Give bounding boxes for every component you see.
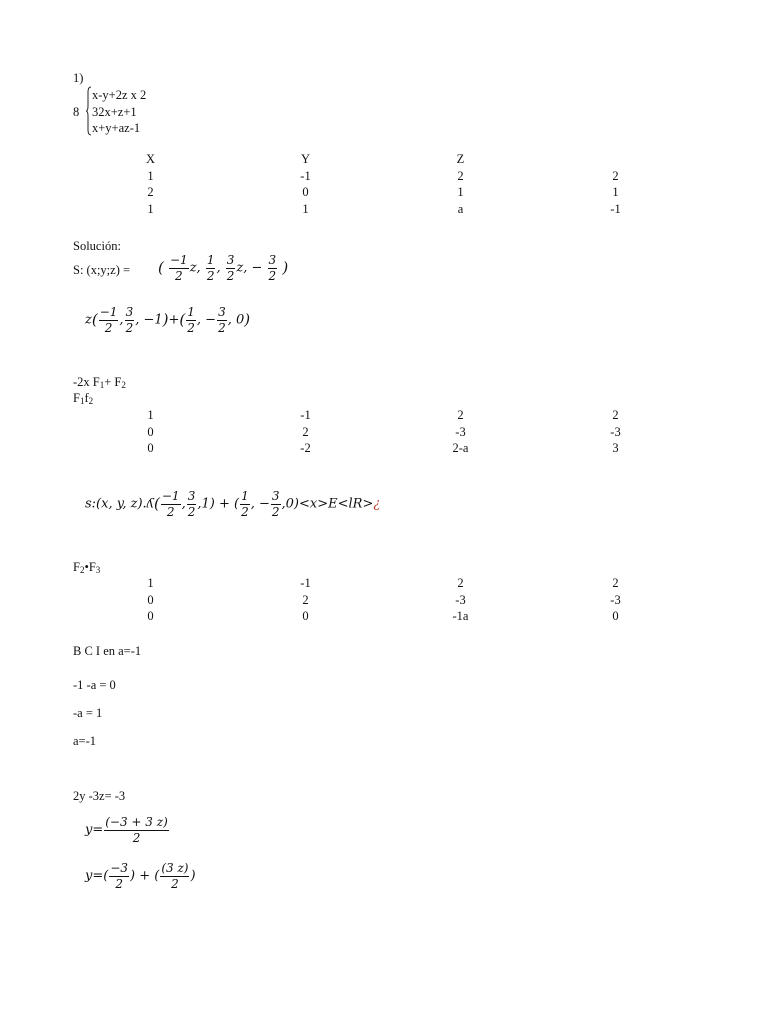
solution-set-label: S: (x;y;z) =: [73, 263, 131, 277]
cell: -3: [455, 592, 466, 607]
cell: -1: [300, 168, 311, 183]
fraction: $\frac{(3 z)}{2}$: [161, 861, 189, 891]
system-brace: [86, 86, 91, 134]
table-row: [73, 424, 693, 441]
term-suffix: z,: [189, 260, 201, 276]
fraction: $\frac{3}{2}$: [187, 489, 196, 519]
paren-close: ): [282, 258, 289, 277]
cell: 1: [147, 168, 154, 183]
bci-line-1: -1 -a = 0: [73, 678, 116, 692]
cell: 1: [457, 185, 464, 200]
row-operation-1: -2x $F_1+ F_2$: [73, 375, 126, 390]
cell: 2: [457, 575, 464, 590]
matrix-2: [73, 407, 693, 457]
table-row: [73, 441, 693, 458]
cell: 1: [612, 185, 619, 200]
equation-1: x-y+2z x 2: [92, 88, 147, 102]
parametric-solution: s:(x, y, z).ʎ( $\frac{-1}{2}$ , $\frac{3}{2}$ ,1) + ( $\frac{1}{2}$ , − $\frac{3}{2}$ ,0)<x>E<lR>¿: [85, 489, 381, 519]
cell: 2: [612, 407, 619, 422]
cell: -1a: [452, 609, 469, 624]
term-suffix: ,: [216, 260, 221, 276]
cell: 2: [302, 592, 309, 607]
cell: 0: [147, 424, 154, 439]
cell: 2: [147, 185, 154, 200]
fraction: $\frac{3}{2}$: [125, 305, 134, 335]
table-row: [73, 407, 693, 424]
matrix-3: [73, 575, 693, 625]
cell: 0: [147, 592, 154, 607]
fraction: $\frac{-3}{2}$: [110, 861, 129, 891]
table-row: [73, 575, 693, 592]
cell: -2: [300, 441, 311, 456]
cell: 0: [147, 609, 154, 624]
y-expression-1: y= $\frac{(-3 + 3 z)}{2}$: [85, 815, 168, 845]
problem-number: 1): [73, 71, 84, 85]
fraction: $\frac{-1}{2}$: [170, 253, 188, 283]
error-marker: ¿: [373, 496, 381, 512]
table-row: [73, 592, 693, 609]
cell: -3: [455, 424, 466, 439]
solution-label: Solución:: [73, 239, 121, 253]
header-y: Y: [300, 151, 311, 166]
solution-tuple: [158, 254, 288, 282]
header-z: Z: [456, 151, 465, 166]
cell: 0: [612, 609, 619, 624]
table-row: [73, 201, 693, 218]
fraction: $\frac{1}{2}$: [187, 305, 195, 335]
cell: 2: [457, 168, 464, 183]
equation-2: 32x+z+1: [92, 105, 137, 119]
cell: -1: [300, 575, 311, 590]
cell: 1: [147, 575, 154, 590]
cell: 2: [612, 168, 619, 183]
table-row: [73, 185, 693, 202]
cell: -1: [300, 407, 311, 422]
equation-3: x+y+az-1: [92, 121, 141, 135]
cell: 0: [302, 609, 309, 624]
fraction: $\frac{-1}{2}$: [161, 489, 180, 519]
cell: 0: [302, 185, 309, 200]
fraction: $\frac{1}{2}$: [241, 489, 249, 519]
cell: 0: [147, 441, 154, 456]
header-x: X: [145, 151, 156, 166]
bci-line-2: -a = 1: [73, 706, 103, 720]
matrix-1: [73, 151, 693, 218]
matrix-1-header: [73, 151, 693, 168]
fraction: $\frac{3}{2}$: [268, 253, 277, 283]
cell: 3: [612, 441, 619, 456]
cell: 1: [302, 202, 309, 217]
bci-line-3: a=-1: [73, 734, 97, 748]
y-equation: 2y -3z= -3: [73, 789, 126, 803]
cell: a: [457, 202, 464, 217]
row-operation-2: $F_2•F_3$: [73, 560, 101, 575]
fraction: $\frac{-1}{2}$: [99, 305, 118, 335]
cell: 2: [612, 575, 619, 590]
header-const: [538, 151, 693, 168]
fraction: $\frac{3}{2}$: [218, 305, 226, 335]
fraction: $\frac{3}{2}$: [226, 253, 235, 283]
fraction: $\frac{1}{2}$: [206, 253, 215, 283]
lambda-symbol: ʎ: [146, 496, 155, 512]
system-prefix: 8: [73, 105, 80, 119]
row-operation-1-target: $F_1f_2$: [73, 391, 94, 406]
y-expression-2: y=( $\frac{-3}{2}$ ) + ( $\frac{(3 z)}{2}$ ): [85, 861, 196, 891]
table-row: [73, 168, 693, 185]
z-parametric-expression: z( $\frac{-1}{2}$ , $\frac{3}{2}$ , −1)+( $\frac{1}{2}$ , − $\frac{3}{2}$ , 0): [85, 305, 251, 335]
cell: 2: [457, 407, 464, 422]
fraction: $\frac{(-3 + 3 z)}{2}$: [105, 815, 168, 845]
cell: -1: [610, 202, 621, 217]
cell: 2: [302, 424, 309, 439]
cell: -3: [610, 592, 621, 607]
bci-title: B C I en a=-1: [73, 644, 142, 658]
paren-open: (: [158, 258, 164, 277]
cell: -3: [610, 424, 621, 439]
cell: 2-a: [452, 441, 469, 456]
cell: 1: [147, 202, 154, 217]
fraction: $\frac{3}{2}$: [271, 489, 280, 519]
term-suffix: z, −: [236, 260, 263, 276]
table-row: [73, 609, 693, 626]
cell: 1: [147, 407, 154, 422]
